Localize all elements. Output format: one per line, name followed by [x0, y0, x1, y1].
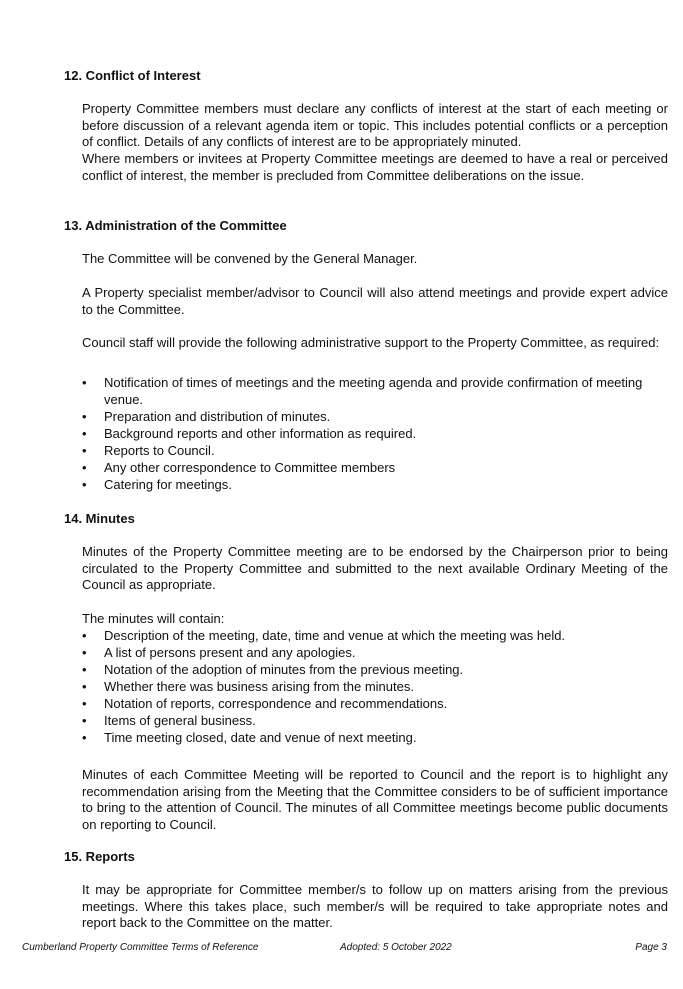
- bullet-icon: •: [82, 662, 87, 677]
- section-14-paragraph-2: The minutes will contain:: [82, 611, 225, 626]
- section-13-paragraph-2: A Property specialist member/advisor to Council will also attend meetings and provide expert advice to the Committee.: [82, 285, 668, 317]
- bullet-icon: •: [82, 375, 87, 390]
- bullet-icon: •: [82, 713, 87, 728]
- list-item: • Items of general business.: [82, 713, 256, 728]
- section-13-paragraph-1: The Committee will be convened by the General Manager.: [82, 251, 418, 266]
- bullet-icon: •: [82, 460, 87, 475]
- section-14-paragraph-1: Minutes of the Property Committee meeting are to be endorsed by the Chairperson prior to being circulated to the Property Committee and submitted to the next available Ordinary Meeting of the Council as appropriate.: [82, 544, 668, 593]
- bullet-icon: •: [82, 679, 87, 694]
- bullet-icon: •: [82, 696, 87, 711]
- list-item: • Reports to Council.: [82, 443, 215, 458]
- footer-page-number: Page 3: [635, 942, 667, 953]
- section-12-paragraph-2: Where members or invitees at Property Committee meetings are deemed to have a real or perceived conflict of interest, the member is precluded from Committee deliberations on the issue.: [82, 151, 668, 183]
- footer-document-title: Cumberland Property Committee Terms of Reference: [22, 942, 259, 953]
- list-item: • Preparation and distribution of minutes.: [82, 409, 331, 424]
- bullet-icon: •: [82, 645, 87, 660]
- list-item: • Background reports and other information as required.: [82, 426, 417, 441]
- list-item: • Whether there was business arising from the minutes.: [82, 679, 414, 694]
- section-14-paragraph-3: Minutes of each Committee Meeting will be reported to Council and the report is to highlight any recommendation arising from the Meeting that the Committee considers to be of sufficient importance to bring to the attention of Council. The minutes of all Committee meetings become public documents on reporting to Council.: [82, 767, 668, 832]
- section-13-heading: 13. Administration of the Committee: [64, 218, 287, 233]
- list-item: • Time meeting closed, date and venue of next meeting.: [82, 730, 417, 745]
- section-15-paragraph-1: It may be appropriate for Committee member/s to follow up on matters arising from the previous meetings. Where this takes place, such member/s will be required to take appropriate notes and report back to the Committee on the matter.: [82, 882, 668, 931]
- bullet-icon: •: [82, 443, 87, 458]
- section-14-heading: 14. Minutes: [64, 511, 135, 526]
- list-item: • Notification of times of meetings and the meeting agenda and provide confirmation of meeting venue.: [82, 375, 643, 407]
- footer-adopted-date: Adopted: 5 October 2022: [340, 942, 452, 953]
- section-15-heading: 15. Reports: [64, 849, 135, 864]
- bullet-icon: •: [82, 426, 87, 441]
- list-item: • Catering for meetings.: [82, 477, 232, 492]
- section-12-paragraph-1: Property Committee members must declare any conflicts of interest at the start of each meeting or before discussion of a relevant agenda item or topic. This includes potential conflicts or a perception of conflict. Details of any conflicts of interest are to be appropriately minuted.: [82, 101, 668, 150]
- section-13-bullet-list: [82, 374, 672, 493]
- bullet-icon: •: [82, 628, 87, 643]
- list-item: • Notation of the adoption of minutes from the previous meeting.: [82, 662, 464, 677]
- bullet-icon: •: [82, 477, 87, 492]
- bullet-icon: •: [82, 409, 87, 424]
- section-14-bullet-list: [82, 627, 672, 746]
- section-12-heading: 12. Conflict of Interest: [64, 68, 201, 83]
- list-item: • Notation of reports, correspondence and recommendations.: [82, 696, 448, 711]
- section-13-paragraph-3: Council staff will provide the following administrative support to the Property Committee, as required:: [82, 335, 660, 350]
- list-item: • Any other correspondence to Committee members: [82, 460, 396, 475]
- list-item: • A list of persons present and any apologies.: [82, 645, 356, 660]
- list-item: • Description of the meeting, date, time and venue at which the meeting was held.: [82, 628, 566, 643]
- bullet-icon: •: [82, 730, 87, 745]
